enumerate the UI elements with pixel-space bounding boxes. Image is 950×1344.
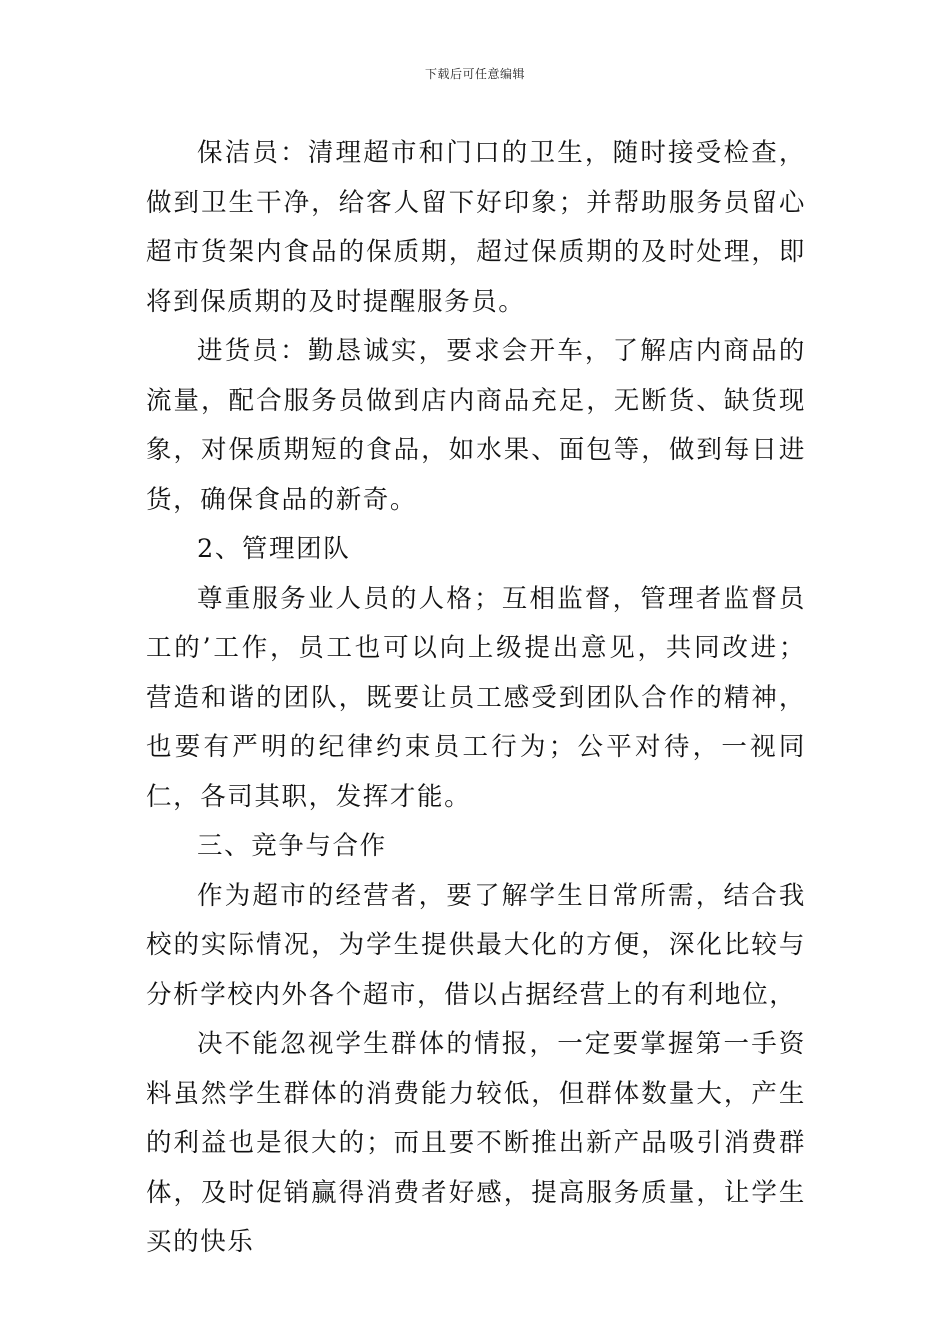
paragraph-team-management: 尊重服务业人员的人格；互相监督，管理者监督员工的’工作，员工也可以向上级提出意见，共同改进；营造和谐的团队，既要让员工感受到团队合作的精神，也要有严明的纪律约束员工行为；公平对待，一视同仁，各司其职，发挥才能。	[146, 583, 806, 812]
paragraph-purchaser-duties: 进货员：勤恳诚实，要求会开车，了解店内商品的流量，配合服务员做到店内商品充足，无断货、缺货现象，对保质期短的食品，如水果、面包等，做到每日进货，确保食品的新奇。	[146, 336, 806, 515]
paragraph-competition-analysis: 作为超市的经营者，要了解学生日常所需，结合我校的实际情况，为学生提供最大化的方便，深化比较与分析学校内外各个超市，借以占据经营上的有利地位，	[146, 880, 806, 1010]
section-heading-team-management: 2、管理团队	[197, 534, 351, 564]
paragraph-student-market: 决不能忽视学生群体的情报，一定要掌握第一手资料虽然学生群体的消费能力较低，但群体数量大，产生的利益也是很大的；而且要不断推出新产品吸引消费群体，及时促销赢得消费者好感，提高服务质量，让学生买的快乐	[146, 1029, 806, 1257]
paragraph-cleaner-duties: 保洁员：清理超市和门口的卫生，随时接受检查，做到卫生干净，给客人留下好印象；并帮助服务员留心超市货架内食品的保质期，超过保质期的及时处理，即将到保质期的及时提醒服务员。	[146, 138, 806, 317]
document-body	[146, 129, 806, 1268]
page-header: 下载后可任意编辑	[424, 67, 525, 81]
section-heading-competition: 三、竞争与合作	[197, 831, 387, 861]
